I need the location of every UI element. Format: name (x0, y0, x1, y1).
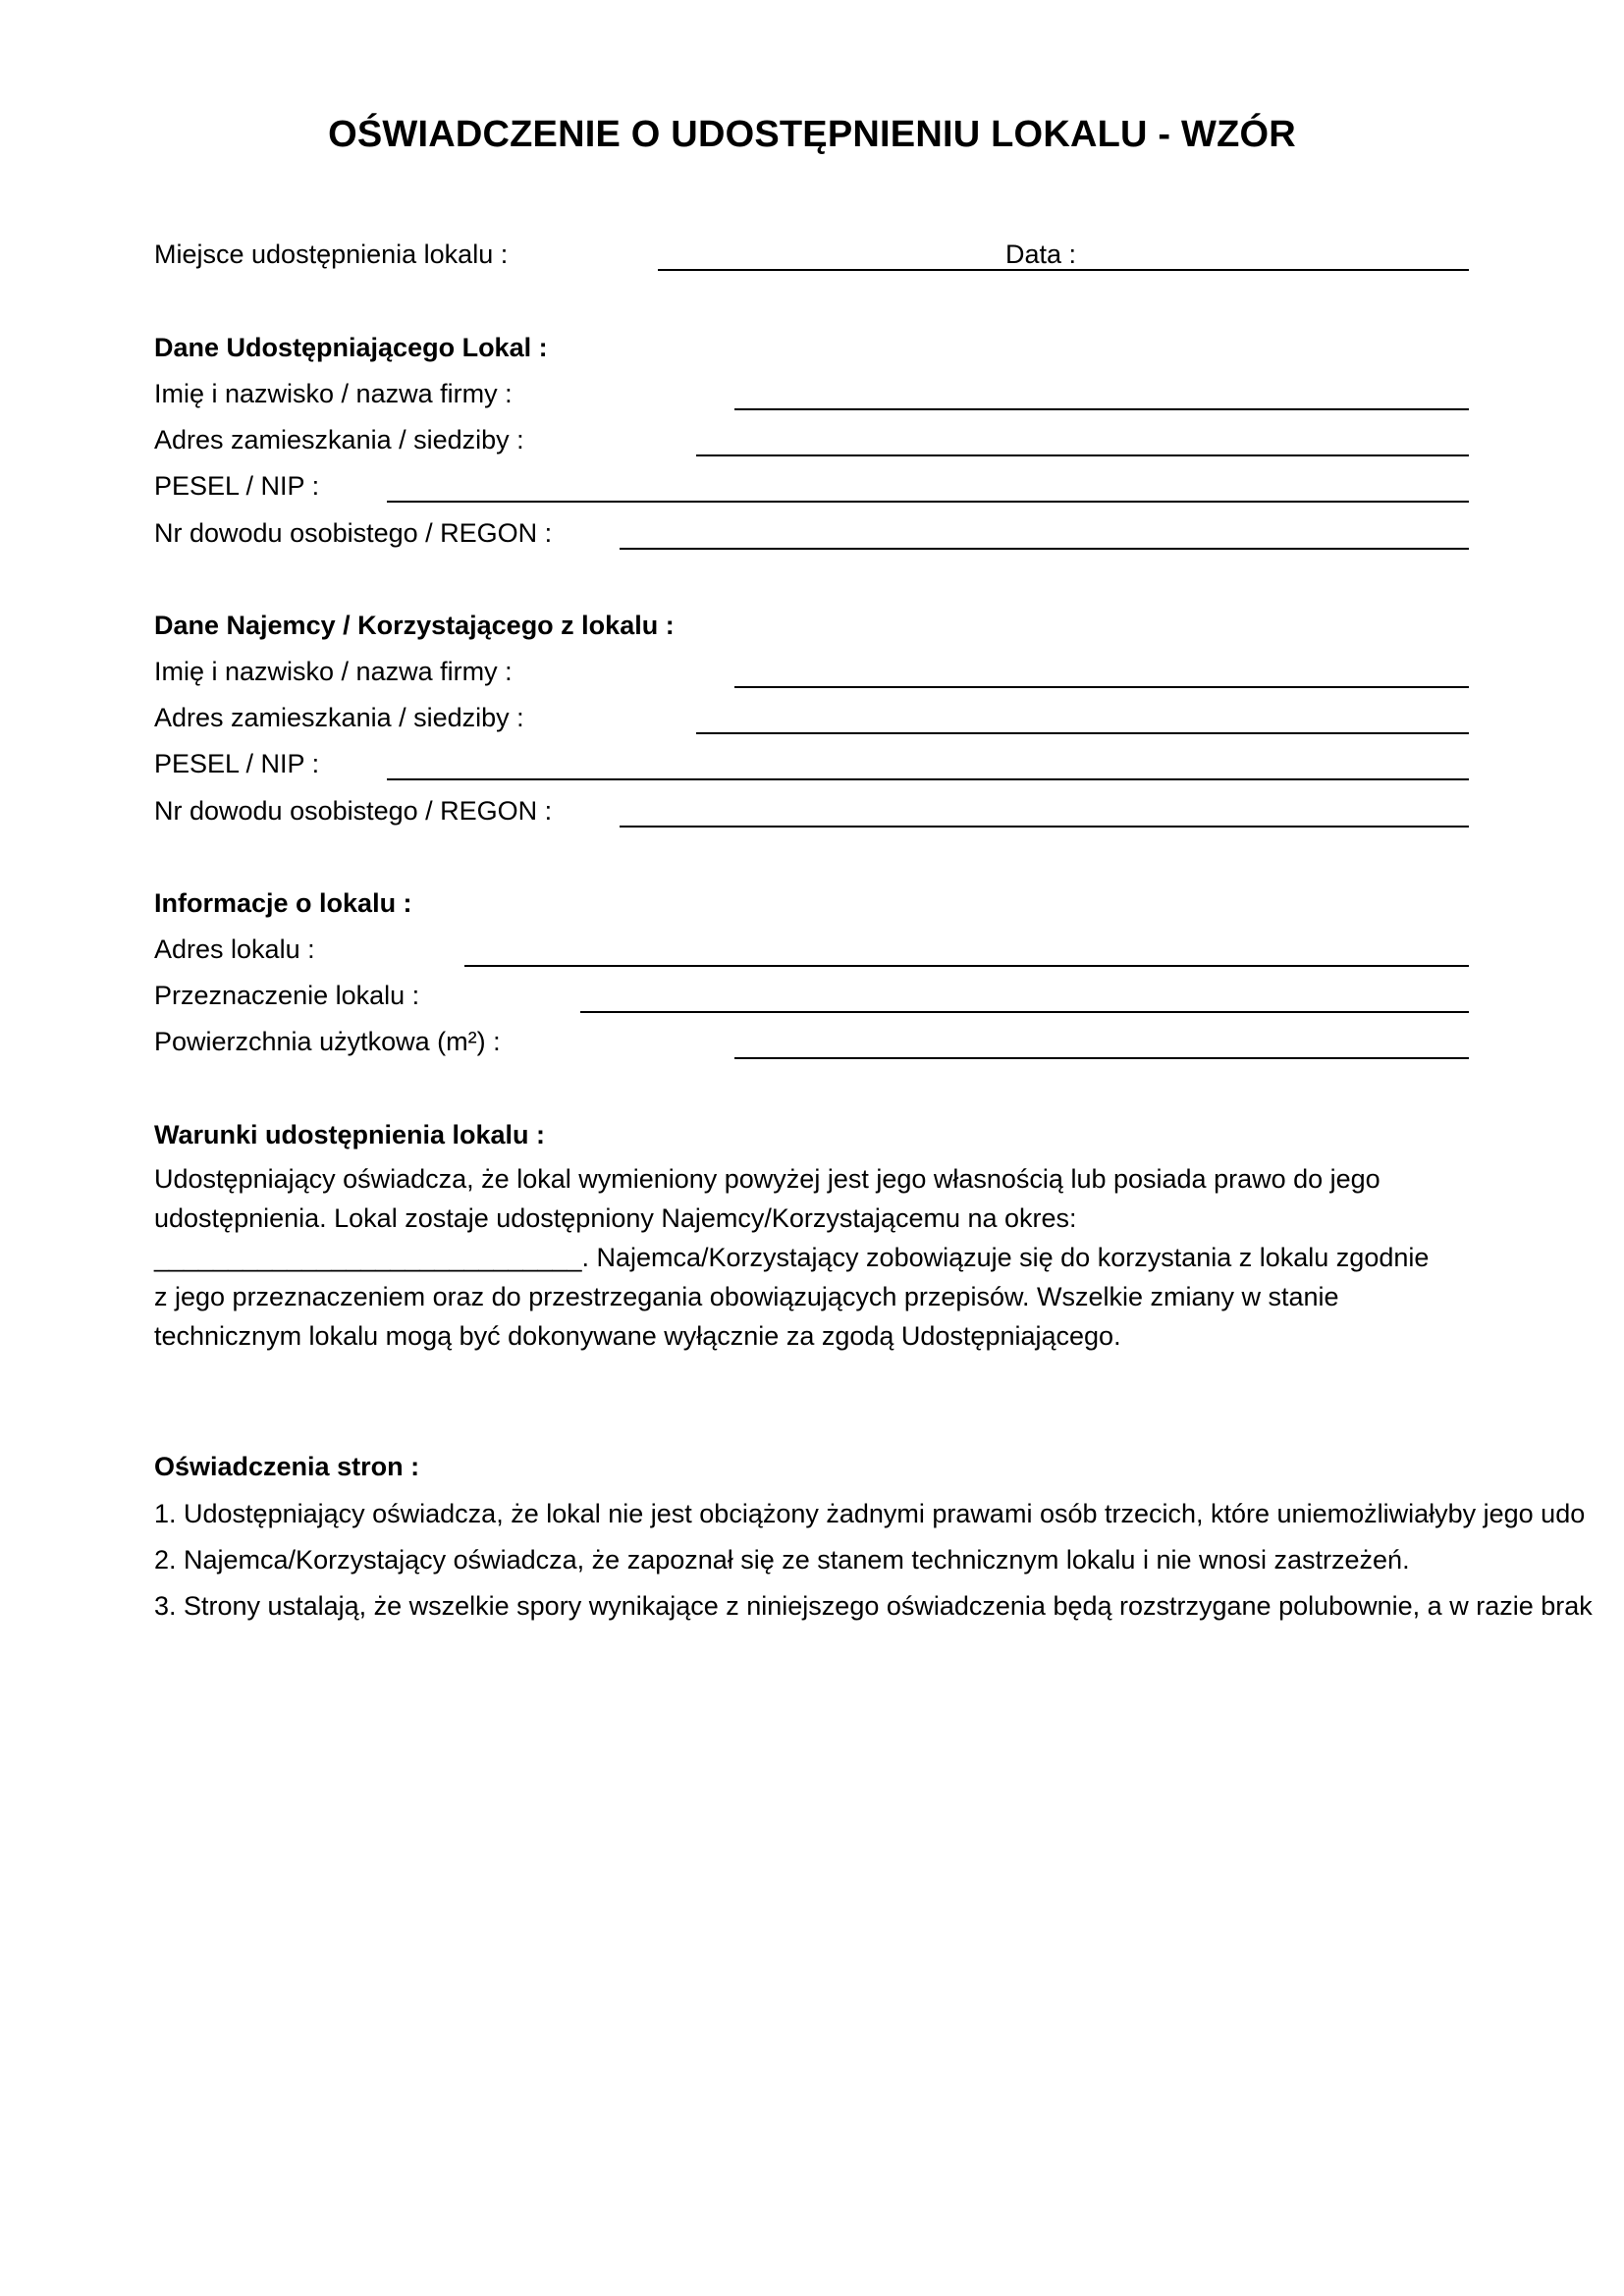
tenant-id-label: Nr dowodu osobistego / REGON : (154, 796, 553, 826)
conditions-line: _____________________________. Najemca/Korzystający zobowiązuje się do korzystania z lokalu zgodnie (154, 1243, 1430, 1272)
conditions-line: technicznym lokalu mogą być dokonywane wyłącznie za zgodą Udostępniającego. (154, 1321, 1121, 1351)
premises-area-field[interactable] (734, 1057, 1469, 1059)
tenant-pesel-field[interactable] (387, 778, 1469, 780)
conditions-line: Udostępniający oświadcza, że lokal wymieniony powyżej jest jego własnością lub posiada prawo do jego (154, 1164, 1380, 1194)
landlord-id-label: Nr dowodu osobistego / REGON : (154, 518, 553, 548)
landlord-id-field[interactable] (620, 548, 1469, 550)
statement-item: 2. Najemca/Korzystający oświadcza, że zapoznał się ze stanem technicznym lokalu i nie wnosi zastrzeżeń. (154, 1545, 1410, 1575)
tenant-name-field[interactable] (734, 686, 1469, 688)
statement-item: 3. Strony ustalają, że wszelkie spory wynikające z niniejszego oświadczenia będą rozstrzygane polubownie, a w razie brak (154, 1591, 1593, 1621)
tenant-name-label: Imię i nazwisko / nazwa firmy : (154, 657, 513, 686)
premises-address-label: Adres lokalu : (154, 934, 315, 964)
conditions-heading: Warunki udostępnienia lokalu : (154, 1120, 546, 1149)
conditions-paragraph (154, 1159, 1470, 1356)
landlord-name-field[interactable] (734, 408, 1469, 410)
tenant-heading: Dane Najemcy / Korzystającego z lokalu : (154, 611, 675, 640)
document-title: OŚWIADCZENIE O UDOSTĘPNIENIU LOKALU - WZÓR (328, 114, 1296, 155)
premises-area-label: Powierzchnia użytkowa (m²) : (154, 1027, 501, 1056)
tenant-address-field[interactable] (696, 732, 1469, 734)
premises-purpose-label: Przeznaczenie lokalu : (154, 981, 420, 1010)
place-label: Miejsce udostępnienia lokalu : (154, 240, 509, 269)
landlord-heading: Dane Udostępniającego Lokal : (154, 333, 548, 362)
tenant-address-label: Adres zamieszkania / siedziby : (154, 703, 524, 732)
conditions-line: udostępnienia. Lokal zostaje udostępniony Najemcy/Korzystającemu na okres: (154, 1203, 1077, 1233)
place-date-field-line[interactable] (658, 269, 1469, 271)
landlord-name-label: Imię i nazwisko / nazwa firmy : (154, 379, 513, 408)
statement-item: 1. Udostępniający oświadcza, że lokal nie jest obciążony żadnymi prawami osób trzecich, które uniemożliwiałyby jego udo (154, 1499, 1586, 1528)
landlord-address-field[interactable] (696, 454, 1469, 456)
tenant-id-field[interactable] (620, 826, 1469, 828)
premises-address-field[interactable] (464, 965, 1469, 967)
date-label: Data : (1005, 240, 1077, 269)
landlord-address-label: Adres zamieszkania / siedziby : (154, 425, 524, 454)
conditions-line: z jego przeznaczeniem oraz do przestrzegania obowiązujących przepisów. Wszelkie zmiany w stanie (154, 1282, 1339, 1311)
landlord-pesel-field[interactable] (387, 501, 1469, 503)
premises-heading: Informacje o lokalu : (154, 888, 412, 918)
statements-heading: Oświadczenia stron : (154, 1452, 420, 1481)
landlord-pesel-label: PESEL / NIP : (154, 471, 320, 501)
premises-purpose-field[interactable] (580, 1011, 1469, 1013)
tenant-pesel-label: PESEL / NIP : (154, 749, 320, 778)
